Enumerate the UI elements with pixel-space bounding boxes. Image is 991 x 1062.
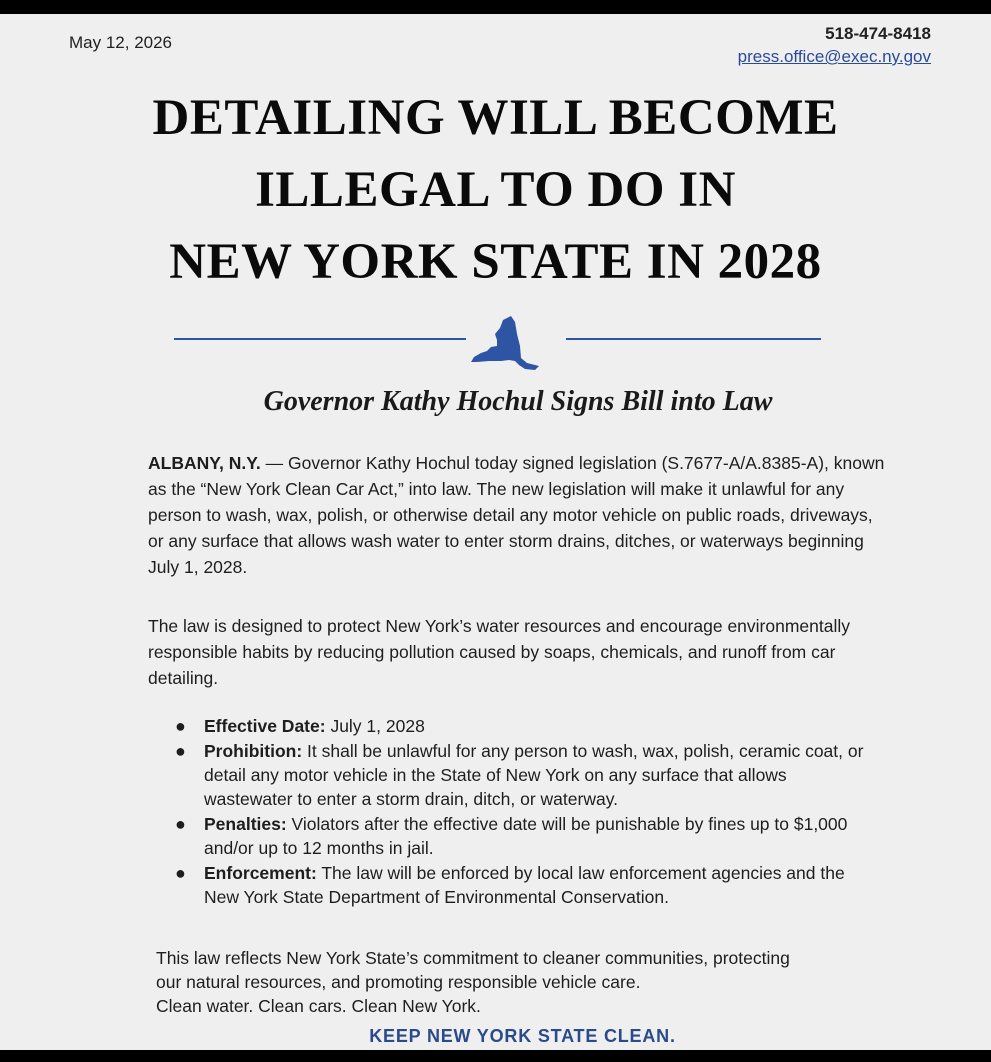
purpose-paragraph: The law is designed to protect New York’s water resources and encourage environmentally responsible habits by reducing pollution caused by soaps, chemicals, and runoff from car detailing. — [148, 616, 851, 688]
lead-paragraph — [148, 450, 888, 580]
tagline: KEEP NEW YORK STATE CLEAN. — [369, 1026, 676, 1046]
list-item — [175, 714, 875, 738]
bullet-label: Effective Date: — [204, 716, 326, 736]
closing-line-1: This law reflects New York State’s commitment to cleaner communities, protecting — [156, 948, 790, 968]
list-item — [175, 812, 875, 860]
bullet-icon: ● — [175, 741, 186, 761]
headline — [0, 82, 991, 298]
bullet-text: It shall be unlawful for any person to wash, wax, polish, ceramic coat, or detail any motor vehicle in the State of New York on any surface that allows wastewater to enter a storm drain, ditch, or waterway. — [204, 741, 864, 809]
release-date: May 12, 2026 — [69, 33, 173, 52]
subheadline: Governor Kathy Hochul Signs Bill into Law — [263, 386, 773, 417]
headline-line-2: ILLEGAL TO DO IN — [255, 162, 736, 218]
list-item — [175, 861, 875, 909]
bullet-text: Violators after the effective date will be punishable by fines up to $1,000 and/or up to 12 months in jail. — [204, 814, 848, 858]
divider-rule-left — [174, 338, 466, 340]
list-item — [175, 739, 875, 811]
law-details-list — [175, 714, 875, 909]
closing-paragraph — [156, 946, 876, 1018]
bullet-text: July 1, 2028 — [325, 716, 425, 736]
closing-line-3: Clean water. Clean cars. Clean New York. — [156, 996, 481, 1016]
dateline: ALBANY, N.Y. — [148, 453, 261, 473]
divider-rule-right — [566, 338, 821, 340]
headline-line-3: NEW YORK STATE IN 2028 — [169, 234, 822, 290]
contact-phone: 518-474-8418 — [825, 24, 931, 43]
contact-email-link[interactable]: press.office@exec.ny.gov — [737, 47, 931, 66]
lead-paragraph-text: — Governor Kathy Hochul today signed legislation (S.7677-A/A.8385-A), known as the “New York Clean Car Act,” into law. The new legislation will make it unlawful for any person to wash, wax, polish, or otherwise detail any motor vehicle on public roads, driveways, or any surface that allows wash water to enter storm drains, ditches, or waterways beginning July 1, 2028. — [148, 453, 885, 577]
bullet-icon: ● — [175, 814, 186, 834]
press-release-page — [0, 14, 991, 1050]
bullet-text: The law will be enforced by local law enforcement agencies and the New York State Department of Environmental Conservation. — [204, 863, 845, 907]
closing-line-2: our natural resources, and promoting responsible vehicle care. — [156, 972, 641, 992]
bullet-label: Penalties: — [204, 814, 287, 834]
contact-block — [738, 24, 931, 67]
bullet-label: Enforcement: — [204, 863, 317, 883]
headline-line-1: DETAILING WILL BECOME — [152, 90, 839, 146]
new-york-state-map-icon — [467, 314, 547, 376]
bullet-label: Prohibition: — [204, 741, 303, 761]
bullet-icon: ● — [175, 863, 186, 883]
bullet-icon: ● — [175, 716, 186, 736]
